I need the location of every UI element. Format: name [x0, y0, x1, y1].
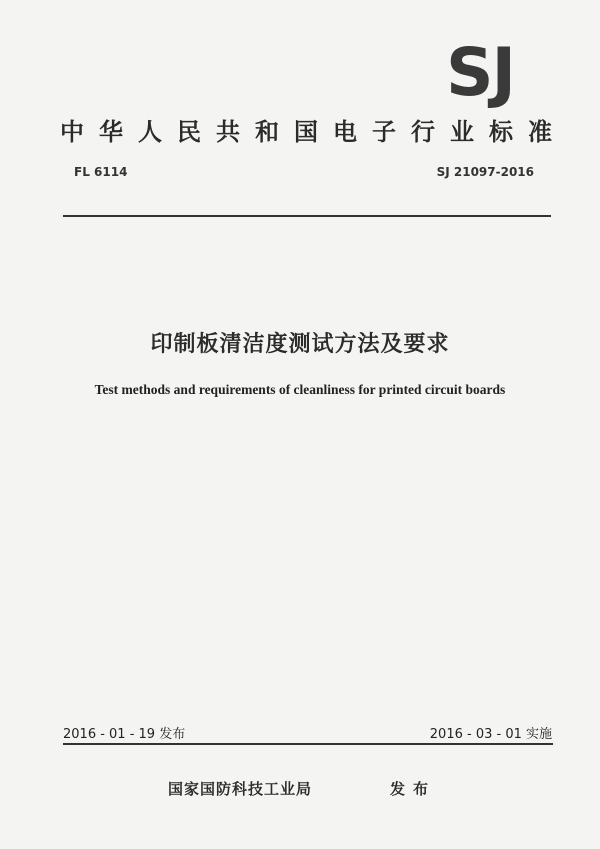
issuing-authority: 国家国防科技工业局	[168, 780, 313, 798]
standard-number: SJ 21097-2016	[436, 165, 534, 179]
issuer-action: 发布	[390, 780, 437, 798]
sj-logo: SJ	[445, 34, 515, 111]
document-title-en: Test methods and requirements of cleanliness for printed circuit boards	[94, 382, 506, 397]
implementation-date: 2016 - 03 - 01 实施	[429, 727, 552, 742]
classification-code: FL 6114	[74, 165, 128, 179]
document-title-cn: 印制板清洁度测试方法及要求	[150, 332, 450, 357]
header-divider	[63, 215, 551, 217]
issue-date: 2016 - 01 - 19 发布	[63, 727, 186, 742]
header-title: 中华人民共和国电子行业标准	[60, 118, 567, 146]
footer-divider	[63, 743, 553, 745]
